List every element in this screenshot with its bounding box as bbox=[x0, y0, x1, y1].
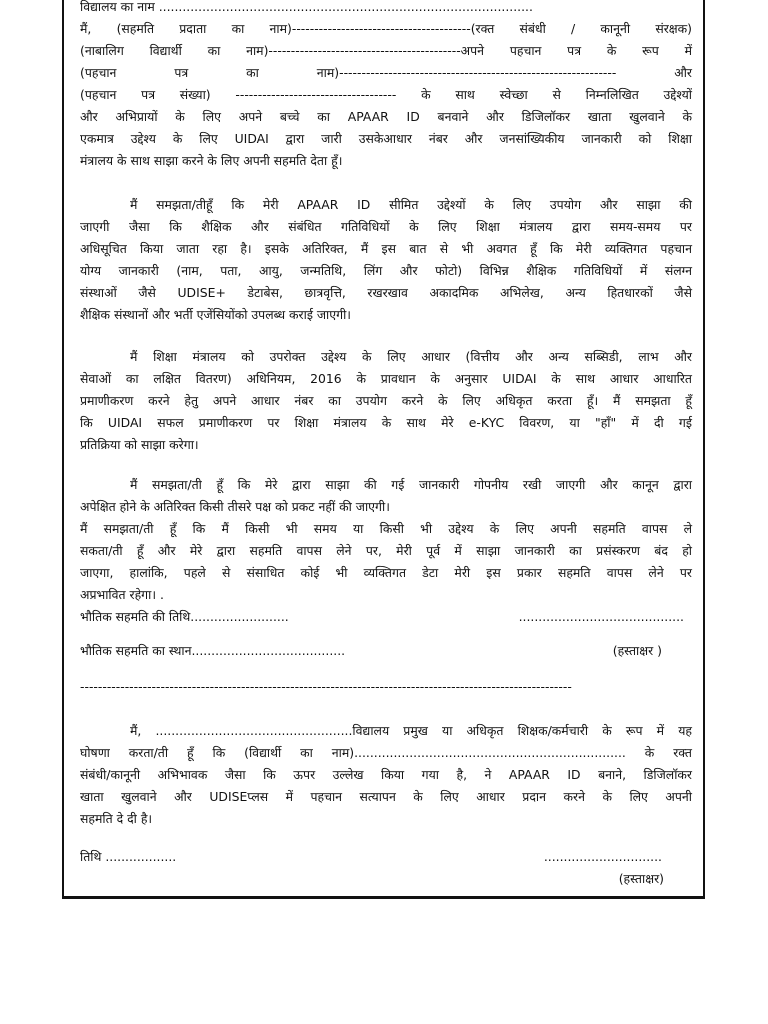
declaration-date-row bbox=[80, 846, 692, 868]
paragraph-line: संस्थाओं जैसे UDISE+ डेटाबेस, छात्रवृत्ति, रखरखाव अकादमिक अभिलेख, अन्य हितधारकों जैसे bbox=[80, 285, 692, 300]
paragraph-line: सकता/ती हूँ और मेरे द्वारा सहमति वापस लेने पर, मेरी पूर्व में साझा जानकारी का प्रसंस्करण बंद हो bbox=[80, 543, 692, 558]
id-name-line: (पहचान पत्र का नाम)-------------------------------------------------------------- और bbox=[80, 65, 692, 80]
declaration-date-field[interactable]: तिथि .................. bbox=[80, 849, 177, 864]
consent-date-row bbox=[80, 606, 692, 628]
student-name-line: (नाबालिग विद्यार्थी का नाम)-------------------------------------------अपने पहचान पत्र के रूप में bbox=[80, 43, 692, 58]
paragraph-line: खाता खुलवाने और UDISEप्लस में पहचान सत्यापन के लिए आधार प्रदान करने के लिए अपनी bbox=[80, 789, 692, 804]
paragraph-line: अप्रभावित रहेगा। . bbox=[80, 587, 164, 602]
consent-giver-line: मैं, (सहमति प्रदाता का नाम)----------------------------------------(रक्त संबंधी / कानूनी संरक्षक) bbox=[80, 21, 692, 36]
paragraph-line: प्रतिक्रिया को साझा करेगा। bbox=[80, 437, 199, 452]
parent-signature-line[interactable]: .......................................... bbox=[518, 609, 684, 624]
section-divider: -------------------------------------------------------------------------------------------------------------- bbox=[80, 679, 572, 694]
paragraph-line: जाएगा, हालांकि, पहले से संसाधित कोई भी व्यक्तिगत डेटा मेरी इस प्रकार सहमति वापस लेने पर bbox=[80, 565, 692, 580]
id-number-line: (पहचान पत्र संख्या) ------------------------------------ के साथ स्वेच्छा से निम्नलिखित उद्देश्यों bbox=[80, 87, 692, 102]
paragraph-line: योग्य जानकारी (नाम, पता, आयु, जन्मतिथि, लिंग और फोटो) विभिन्न शैक्षिक गतिविधियों में संलग्न bbox=[80, 263, 692, 278]
paragraph-line: एकमात्र उद्देश्य के लिए UIDAI द्वारा जारी उसकेआधार नंबर और जनसांख्यिकीय जानकारी को शिक्षा bbox=[80, 131, 692, 146]
paragraph-line: घोषणा करता/ती हूँ कि (विद्यार्थी का नाम)..................................................................... के रक्त bbox=[80, 745, 692, 760]
school-name-line: विद्यालय का नाम ............................................................................................... bbox=[80, 0, 533, 14]
consent-date-field[interactable]: भौतिक सहमति की तिथि......................... bbox=[80, 609, 289, 624]
paragraph-line: संबंधी/कानूनी अभिभावक जैसा कि ऊपर उल्लेख किया गया है, ने APAAR ID बनाने, डिजिलॉकर bbox=[80, 767, 692, 782]
paragraph-line: सेवाओं का लक्षित वितरण) अधिनियम, 2016 के प्रावधान के अनुसार UIDAI के साथ आधार आधारित bbox=[80, 371, 692, 386]
parent-signature-label: (हस्ताक्षर ) bbox=[612, 643, 662, 658]
consent-form-body bbox=[80, 0, 692, 890]
paragraph-line: और अभिप्रायों के लिए अपने बच्चे का APAAR ID बनवाने और डिजिलॉकर खाता खुलवाने के bbox=[80, 109, 692, 124]
consent-place-field[interactable]: भौतिक सहमति का स्थान....................................... bbox=[80, 643, 346, 658]
paragraph-line: अपेक्षित होने के अतिरिक्त किसी तीसरे पक्ष को प्रकट नहीं की जाएगी। bbox=[80, 499, 390, 514]
header-fields bbox=[80, 0, 692, 106]
consent-form-page bbox=[62, 0, 705, 899]
paragraph-line: प्रमाणीकरण करने हेतु अपने आधार नंबर का उपयोग करने के लिए अधिकृत करता हूँ। मैं समझता हूँ bbox=[80, 393, 692, 408]
paragraph-confidentiality bbox=[80, 474, 692, 606]
paragraph-line: सहमति दे दी है। bbox=[80, 811, 153, 826]
paragraph-line: मैं, ..................................................विद्यालय प्रमुख या अधिकृत शिक्षक/कर्मचारी के रूप में यह bbox=[130, 723, 692, 738]
paragraph-line: मैं समझता/ती हूँ कि मेरे द्वारा साझा की गई जानकारी गोपनीय रखी जाएगी और कानून द्वारा bbox=[130, 477, 692, 492]
paragraph-authentication bbox=[80, 346, 692, 456]
paragraph-line: मैं शिक्षा मंत्रालय को उपरोक्त उद्देश्य के लिए आधार (वित्तीय और अन्य सब्सिडी, लाभ और bbox=[130, 349, 692, 364]
official-signature-line[interactable]: .............................. bbox=[543, 849, 662, 864]
paragraph-line: मैं समझता/तीहूँ कि मेरी APAAR ID सीमित उद्देश्यों के लिए उपयोग और साझा की bbox=[130, 197, 692, 212]
paragraph-line: शैक्षिक संस्थानों और भर्ती एजेंसियोंको उपलब्ध कराई जाएगी। bbox=[80, 307, 351, 322]
paragraph-line: मैं समझता/ती हूँ कि मैं किसी भी समय या किसी भी उद्देश्य के लिए अपनी सहमति वापस ले bbox=[80, 521, 692, 536]
paragraph-line: अधिसूचित किया जाता रहा है। इसके अतिरिक्त, मैं इस बात से भी अवगत हूँ कि मेरी व्यक्तिगत पहचान bbox=[80, 241, 692, 256]
paragraph-line: कि UIDAI सफल प्रमाणीकरण पर शिक्षा मंत्रालय के साथ मेरे e-KYC विवरण, या "हाँ" में दी गई bbox=[80, 415, 692, 430]
paragraph-line: जाएगी जैसा कि शैक्षिक और संबंधित गतिविधियों के लिए शिक्षा मंत्रालय द्वारा समय-समय पर bbox=[80, 219, 692, 234]
paragraph-declaration bbox=[80, 720, 692, 830]
paragraph-purpose bbox=[80, 106, 692, 172]
consent-place-row bbox=[80, 640, 692, 662]
official-signature-label: (हस्ताक्षर) bbox=[618, 871, 664, 886]
paragraph-line: मंत्रालय के साथ साझा करने के लिए अपनी सहमति देता हूँ। bbox=[80, 153, 343, 168]
paragraph-usage bbox=[80, 194, 692, 326]
